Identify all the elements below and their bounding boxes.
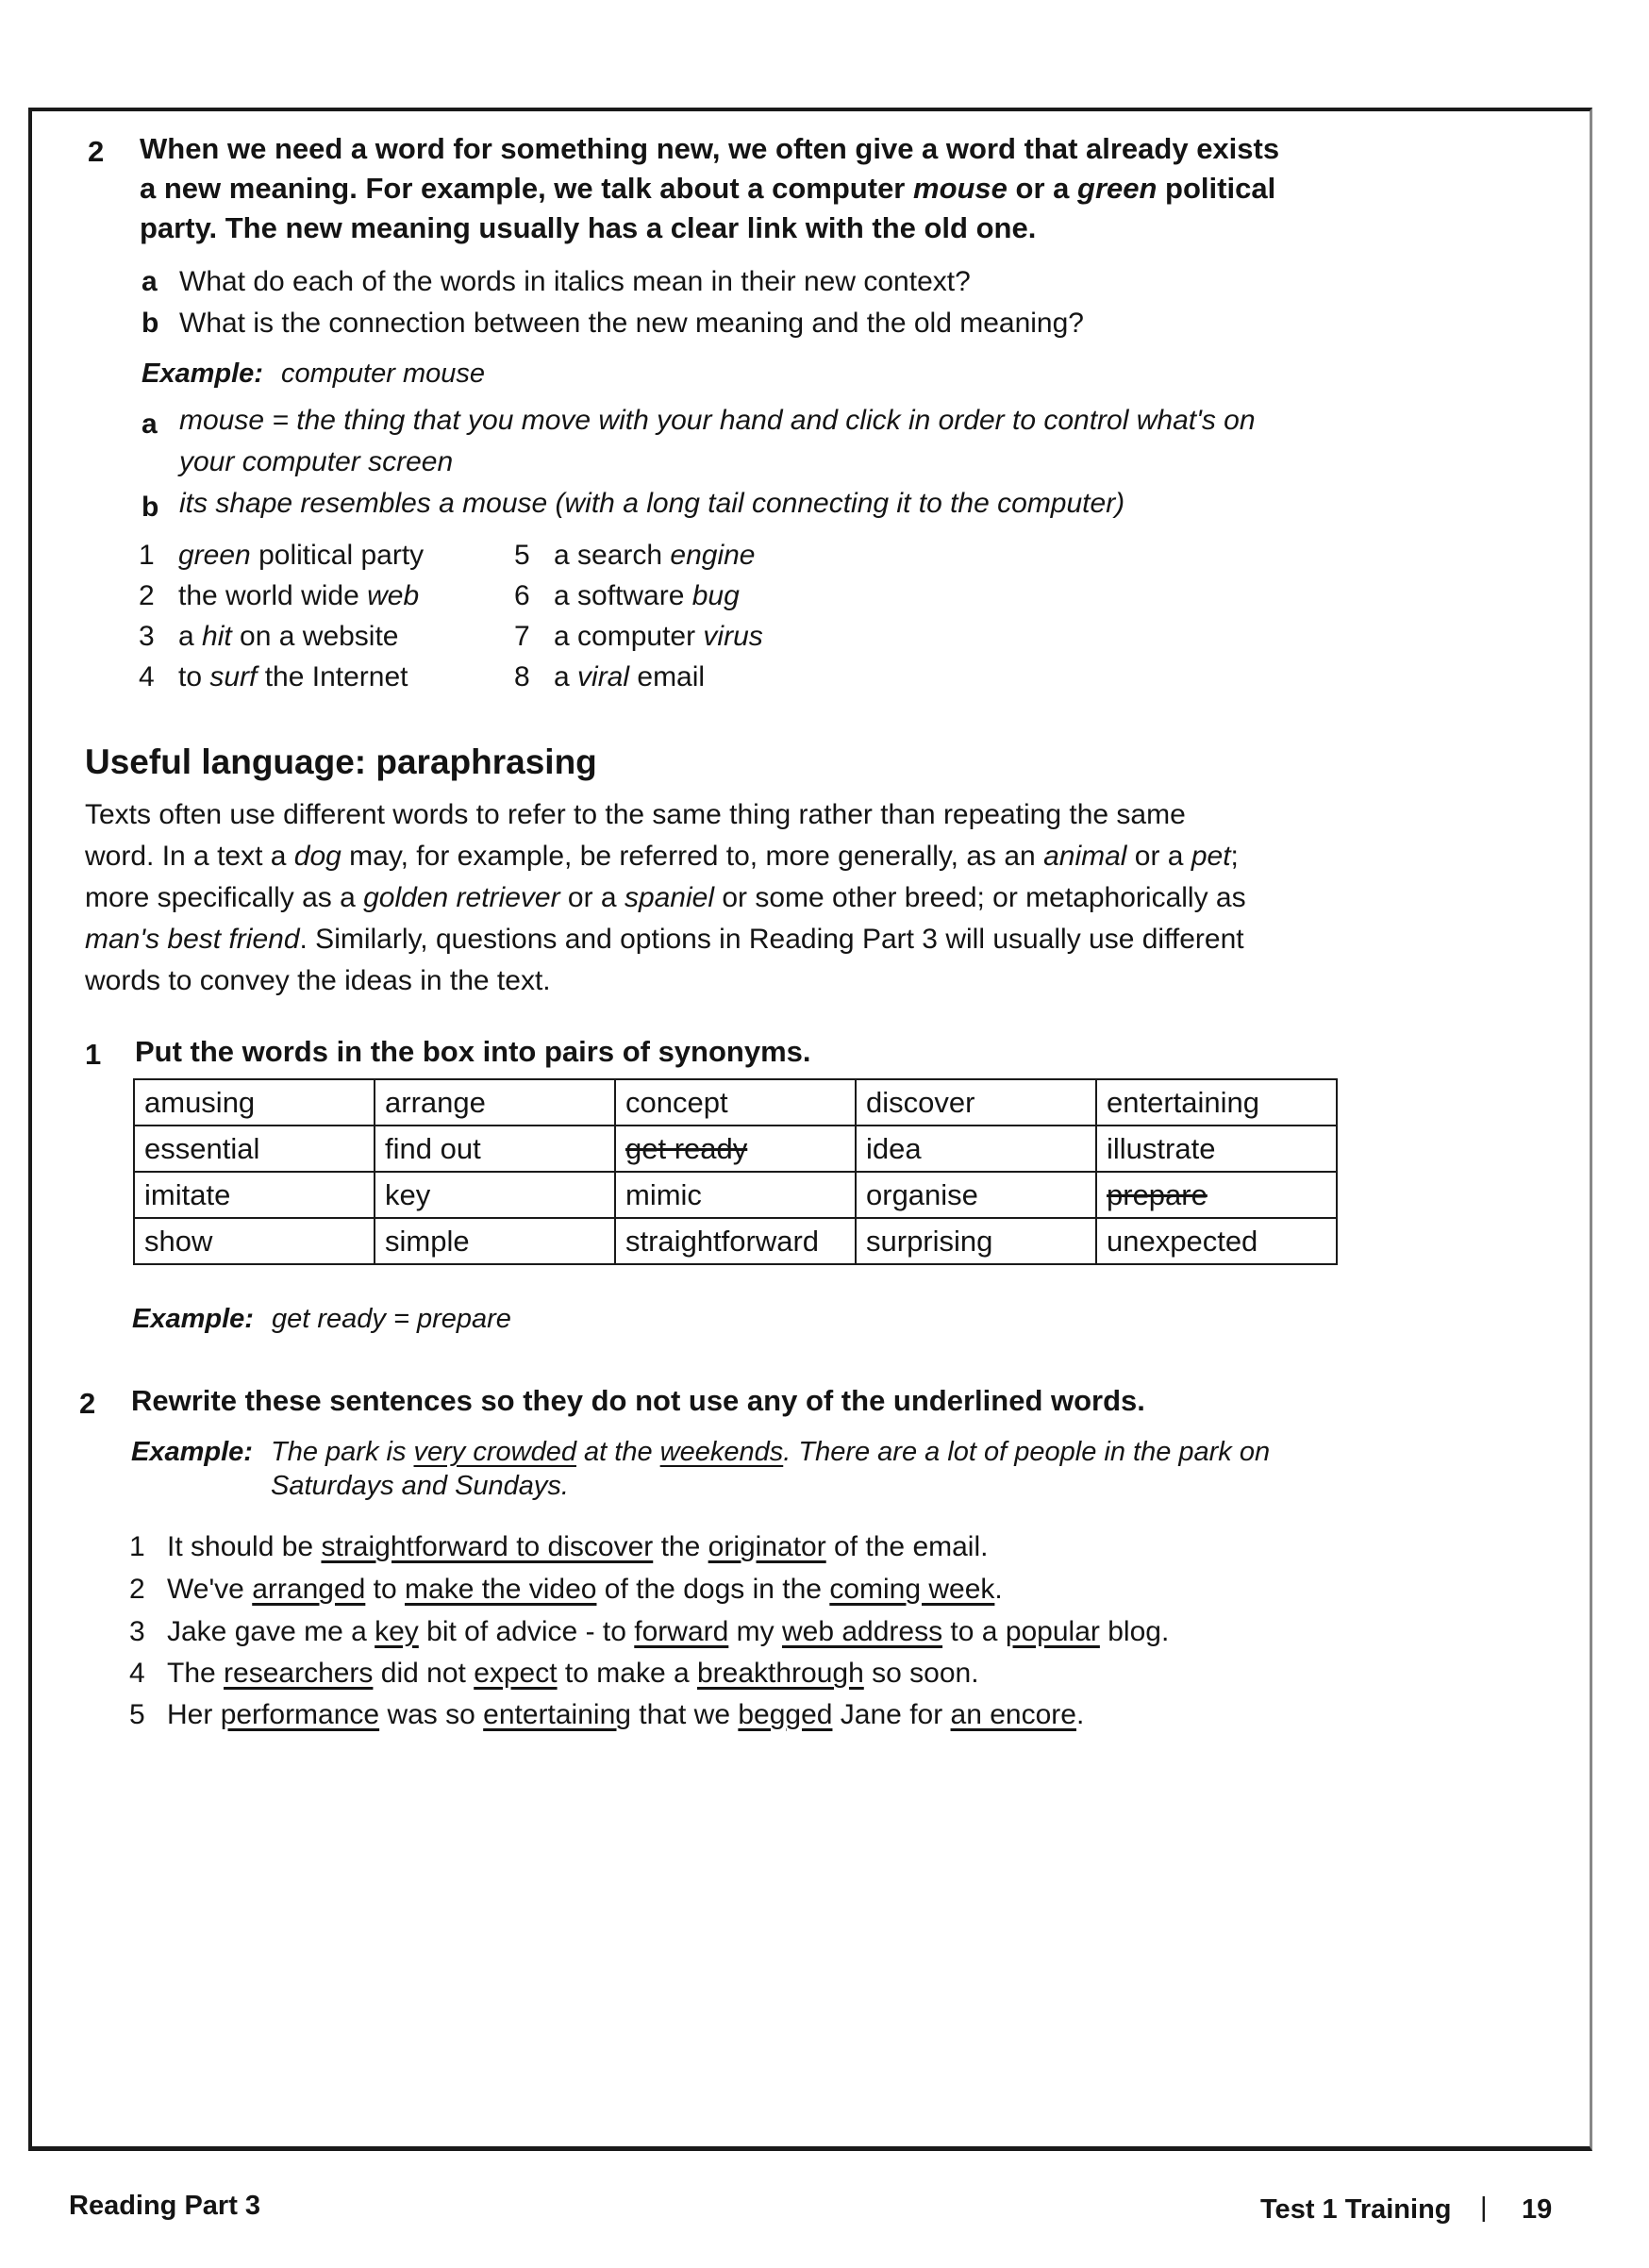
question-2-number: 2 [88, 135, 105, 168]
answer-a-label: a [142, 409, 158, 440]
list-item: a computer virus [554, 621, 763, 652]
box-cell: idea [856, 1126, 1096, 1172]
question-2-line-2: a new meaning. For example, we talk about a computer mouse or a green political [140, 172, 1276, 205]
sentence-1: It should be straightforward to discover the originator of the email. [167, 1531, 989, 1562]
list-item: 2 [139, 580, 155, 611]
sub-b-label: b [142, 308, 159, 339]
question-2-line-3: party. The new meaning usually has a clear link with the old one. [140, 211, 1037, 244]
answer-b-text: its shape resembles a mouse (with a long tail connecting it to the computer) [179, 488, 1125, 519]
sentence-3: Jake gave me a key bit of advice - to forward my web address to a popular blog. [167, 1616, 1170, 1647]
box-cell: essential [134, 1126, 375, 1172]
sentence-5: Her performance was so entertaining that we begged Jane for an encore. [167, 1699, 1085, 1730]
box-cell: imitate [134, 1172, 375, 1218]
box-cell: straightforward [615, 1218, 856, 1264]
box-cell: concept [615, 1079, 856, 1126]
list-item: 7 [514, 621, 530, 652]
box-cell: amusing [134, 1079, 375, 1126]
box-cell: find out [375, 1126, 615, 1172]
box-cell: discover [856, 1079, 1096, 1126]
exercise-1-instruction: Put the words in the box into pairs of synonyms. [135, 1035, 811, 1068]
sentence-number: 5 [129, 1699, 145, 1730]
paragraph-line: word. In a text a dog may, for example, be referred to, more generally, as an animal or a pet; [85, 841, 1239, 872]
word-box [133, 1078, 1338, 1265]
list-item: 6 [514, 580, 530, 611]
box-cell: show [134, 1218, 375, 1264]
page-number: 19 [1522, 2194, 1553, 2225]
footer-test-title: Test 1 Training [1260, 2194, 1452, 2225]
list-item: 4 [139, 661, 155, 692]
list-item: to surf the Internet [178, 661, 408, 692]
answer-b-label: b [142, 492, 159, 523]
ex2-example-line-1: The park is very crowded at the weekends. There are a lot of people in the park on [271, 1437, 1271, 1467]
list-item: 3 [139, 621, 155, 652]
list-item: a viral email [554, 661, 706, 692]
box-cell-crossed: get ready [615, 1126, 856, 1172]
exercise-1-number: 1 [85, 1038, 102, 1071]
paragraph-line: Texts often use different words to refer to the same thing rather than repeating the same [85, 799, 1186, 830]
box-cell: unexpected [1096, 1218, 1337, 1264]
ex1-example-label: Example: [132, 1304, 254, 1334]
paragraph-line: man's best friend. Similarly, questions and options in Reading Part 3 will usually use different [85, 924, 1244, 955]
list-item: green political party [178, 540, 425, 571]
box-cell: mimic [615, 1172, 856, 1218]
sentence-2: We've arranged to make the video of the dogs in the coming week. [167, 1574, 1003, 1605]
box-cell: entertaining [1096, 1079, 1337, 1126]
sentence-number: 1 [129, 1531, 145, 1562]
section-heading: Useful language: paraphrasing [85, 742, 597, 781]
list-item: a hit on a website [178, 621, 399, 652]
box-cell: key [375, 1172, 615, 1218]
ex2-example-label: Example: [131, 1437, 253, 1467]
list-item: 8 [514, 661, 530, 692]
sentence-number: 3 [129, 1616, 145, 1647]
ex2-example-line-2: Saturdays and Sundays. [271, 1471, 569, 1501]
box-cell: simple [375, 1218, 615, 1264]
sub-b-text: What is the connection between the new meaning and the old meaning? [179, 308, 1084, 339]
exercise-2-instruction: Rewrite these sentences so they do not use any of the underlined words. [131, 1384, 1145, 1417]
answer-a-text: mouse = the thing that you move with your hand and click in order to control what's on your computer screen [179, 405, 1256, 477]
box-cell: surprising [856, 1218, 1096, 1264]
sentence-4: The researchers did not expect to make a breakthrough so soon. [167, 1658, 979, 1689]
q2-example-label: Example: [142, 359, 263, 389]
sentence-number: 2 [129, 1574, 145, 1605]
sub-a-text: What do each of the words in italics mean in their new context? [179, 266, 971, 297]
box-cell: organise [856, 1172, 1096, 1218]
sentence-number: 4 [129, 1658, 145, 1689]
list-item: the world wide web [178, 580, 420, 611]
box-cell-crossed: prepare [1096, 1172, 1337, 1218]
list-item: 1 [139, 540, 155, 571]
paragraph-line: words to convey the ideas in the text. [85, 965, 551, 996]
question-2-line-1: When we need a word for something new, we often give a word that already exists [140, 132, 1280, 165]
sub-a-label: a [142, 266, 158, 297]
box-cell: arrange [375, 1079, 615, 1126]
list-item: a search engine [554, 540, 756, 571]
list-item: 5 [514, 540, 530, 571]
ex1-example-text: get ready = prepare [272, 1304, 511, 1334]
paragraph-line: more specifically as a golden retriever or a spaniel or some other breed; or metaphorically as [85, 882, 1246, 913]
footer-separator: | [1480, 2193, 1488, 2223]
exercise-2-number: 2 [79, 1387, 96, 1420]
footer-section-title: Reading Part 3 [69, 2191, 261, 2221]
box-cell: illustrate [1096, 1126, 1337, 1172]
list-item: a software bug [554, 580, 740, 611]
q2-example-text: computer mouse [281, 359, 485, 389]
